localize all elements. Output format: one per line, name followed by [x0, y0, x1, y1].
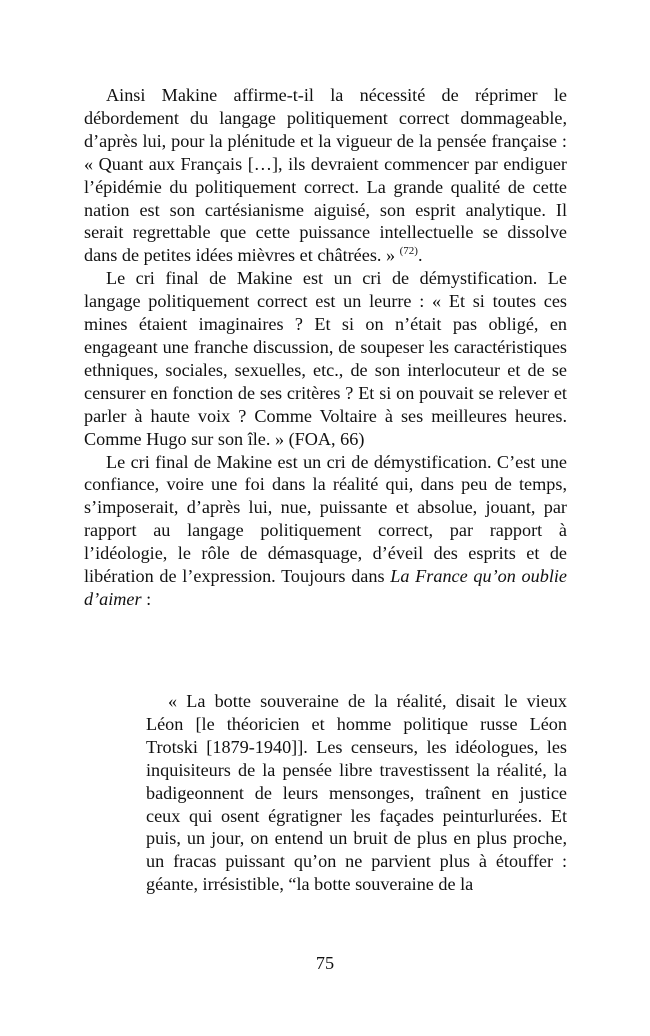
footnote-reference: (72) [399, 245, 418, 258]
book-title: La France qu’on oublie d’aimer [84, 566, 567, 609]
paragraph-3-text: Le cri final de Makine est un cri de démystification. C’est une confiance, voire une foi dans la réalité qui, dans peu de temps, s’imposerait, d’après lui, nue, puissante et absolue, jouant, par rapport au langage politiquement correct, par rapport à l’idéologie, le rôle de démasquage, d’éveil des esprits et de libération de l’expression. Toujours dans [84, 451, 567, 587]
main-text [84, 84, 567, 611]
paragraph-1-text: Ainsi Makine affirme-t-il la nécessité de réprimer le débordement du langage politiquement correct dommageable, d’après lui, pour la plénitude et la vigueur de la pensée française : « Quant aux Français […], ils devraient commencer par endiguer l’épidémie du politiquement correct. La grande qualité de cette nation est son cartésianisme aiguisé, son esprit analytique. Il serait regrettable que cette puissance intellectuelle se dissolve dans de petites idées mièvres et châtrées. » [84, 85, 567, 266]
paragraph-1 [84, 84, 567, 267]
paragraph-3-end: : [141, 588, 152, 609]
paragraph-3 [84, 451, 567, 611]
block-quote [146, 690, 567, 896]
paragraph-1-end: . [417, 245, 423, 266]
paragraph-2-text: Le cri final de Makine est un cri de démystification. Le langage politiquement correct est un leurre : « Et si toutes ces mines étaient imaginaires ? Et si on n’était pas obligé, en engageant une franche discussion, de soupeser les caractéristiques ethniques, sociales, sexuelles, etc., de son interlocuteur et de se censurer en fonction de ses critères ? Et si on pouvait se relever et parler à haute voix ? Comme Voltaire à ses meilleures heures. Comme Hugo sur son île. » (FOA, 66) [84, 268, 567, 449]
page-number: 75 [315, 953, 335, 973]
paragraph-2 [84, 267, 567, 450]
quote-text: « La botte souveraine de la réalité, disait le vieux Léon [le théoricien et homme politique russe Léon Trotski [1879-1940]]. Les censeurs, les idéologues, les inquisiteurs de la pensée libre travestissent la réalité, la badigeonnent de leurs mensonges, traînent en justice ceux qui osent égratigner les façades peinturlurées. Et puis, un jour, on entend un bruit de plus en plus proche, un fracas puissant qu’on ne parvient plus à étouffer : géante, irrésistible, “la botte souveraine de la [146, 691, 567, 895]
